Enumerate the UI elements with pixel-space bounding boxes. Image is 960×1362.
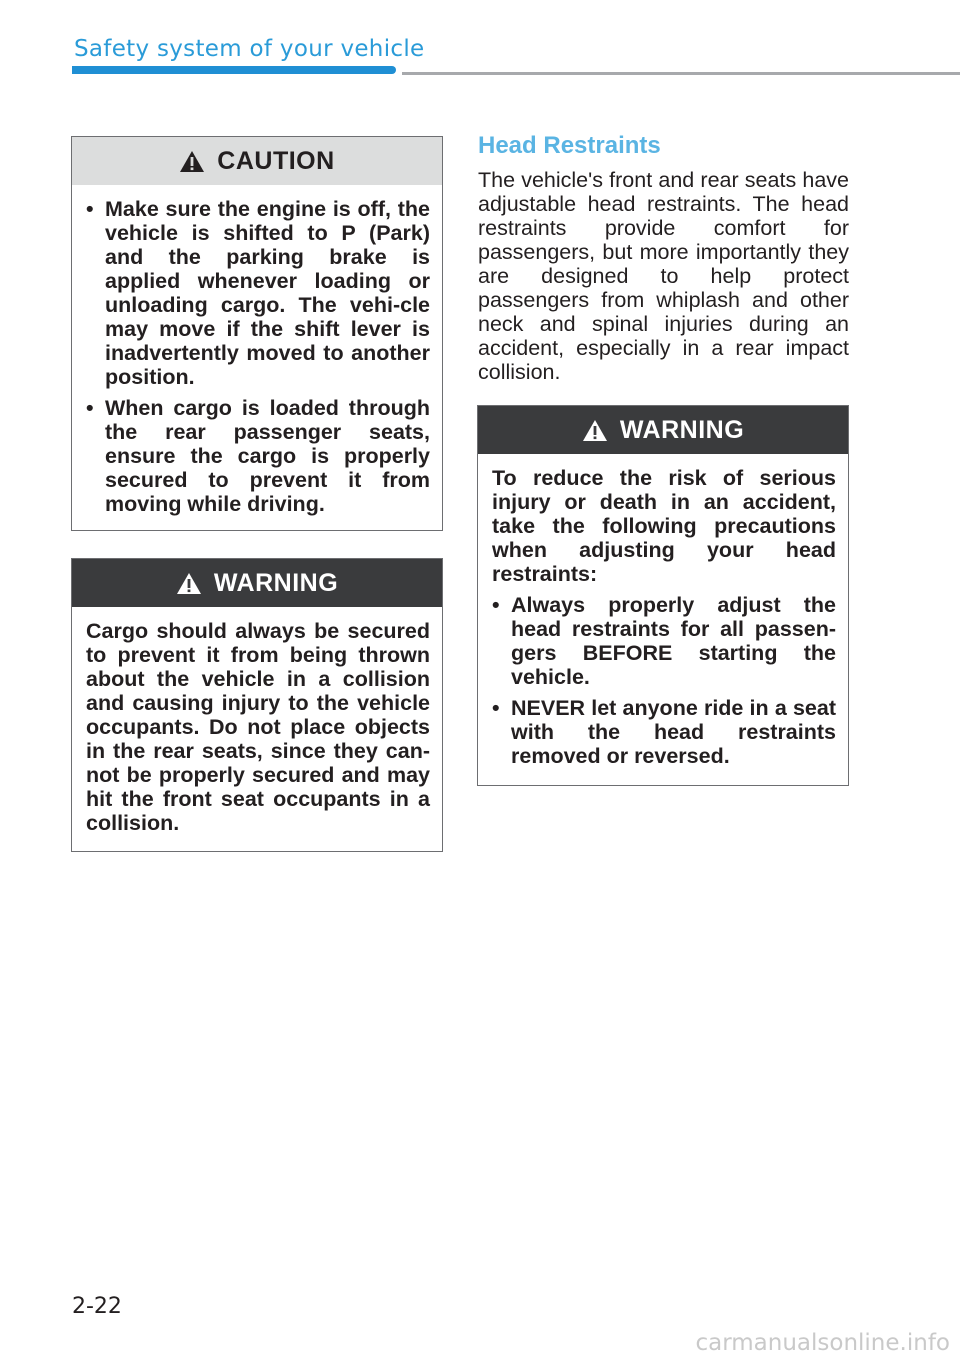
header-title: Safety system of your vehicle [74,36,425,62]
bullet: • [86,396,94,420]
warning-bullet-item [492,696,836,768]
section-paragraph: The vehicle's front and rear seats have adjustable head restraints. The head restraints provide comfort for passengers, but more importantly they are designed to help protect passengers from whiplash and other neck and spinal injuries during an accident, especially in a rear impact collision. [478,168,849,384]
bullet: • [492,593,500,617]
warning-intro: To reduce the risk of serious injury or death in an accident, take the following precautions when adjusting your head restraints: [492,466,836,586]
warning-header [478,406,848,454]
warning-header [72,559,442,607]
caution-bullet-text: When cargo is loaded through the rear passenger seats, ensure the cargo is properly secured to prevent it from moving while driving. [105,396,430,516]
bullet: • [86,197,94,221]
warning-triangle-icon [179,150,205,173]
section-title: Head Restraints [478,132,661,159]
caution-box [71,136,443,531]
caution-bullet-item [86,197,430,389]
page-number: 2-22 [72,1294,122,1319]
watermark: carmanualsonline.info [695,1330,950,1356]
caution-bullet-text: Make sure the engine is off, the vehicle is shifted to P (Park) and the parking brake is applied whenever loading or unloading cargo. The vehi-cle may move if the shift lever is inadvertently moved to another position. [105,197,430,389]
warning-box-cargo [71,558,443,852]
warning-triangle-icon [582,419,608,442]
warning-bullet-item [492,593,836,689]
header-rule [402,72,960,75]
header-bar-accent [72,66,396,74]
warning-heading: WARNING [213,568,339,597]
warning-heading: WARNING [619,415,745,444]
caution-header [72,137,442,185]
warning-box-head-restraints [477,405,849,786]
warning-bullet-text: Always properly adjust the head restraints for all passen-gers BEFORE starting the vehicle. [511,593,836,689]
caution-bullet-item [86,396,430,516]
caution-heading: CAUTION [217,146,335,175]
bullet: • [492,696,500,720]
warning-triangle-icon [176,572,202,595]
warning-text: Cargo should always be secured to prevent it from being thrown about the vehicle in a collision and causing injury to the vehicle occupants. Do not place objects in the rear seats, since they can-not be properly secured and may hit the front seat occupants in a collision. [86,619,430,835]
warning-bullet-text: NEVER let anyone ride in a seat with the head restraints removed or reversed. [511,696,836,768]
